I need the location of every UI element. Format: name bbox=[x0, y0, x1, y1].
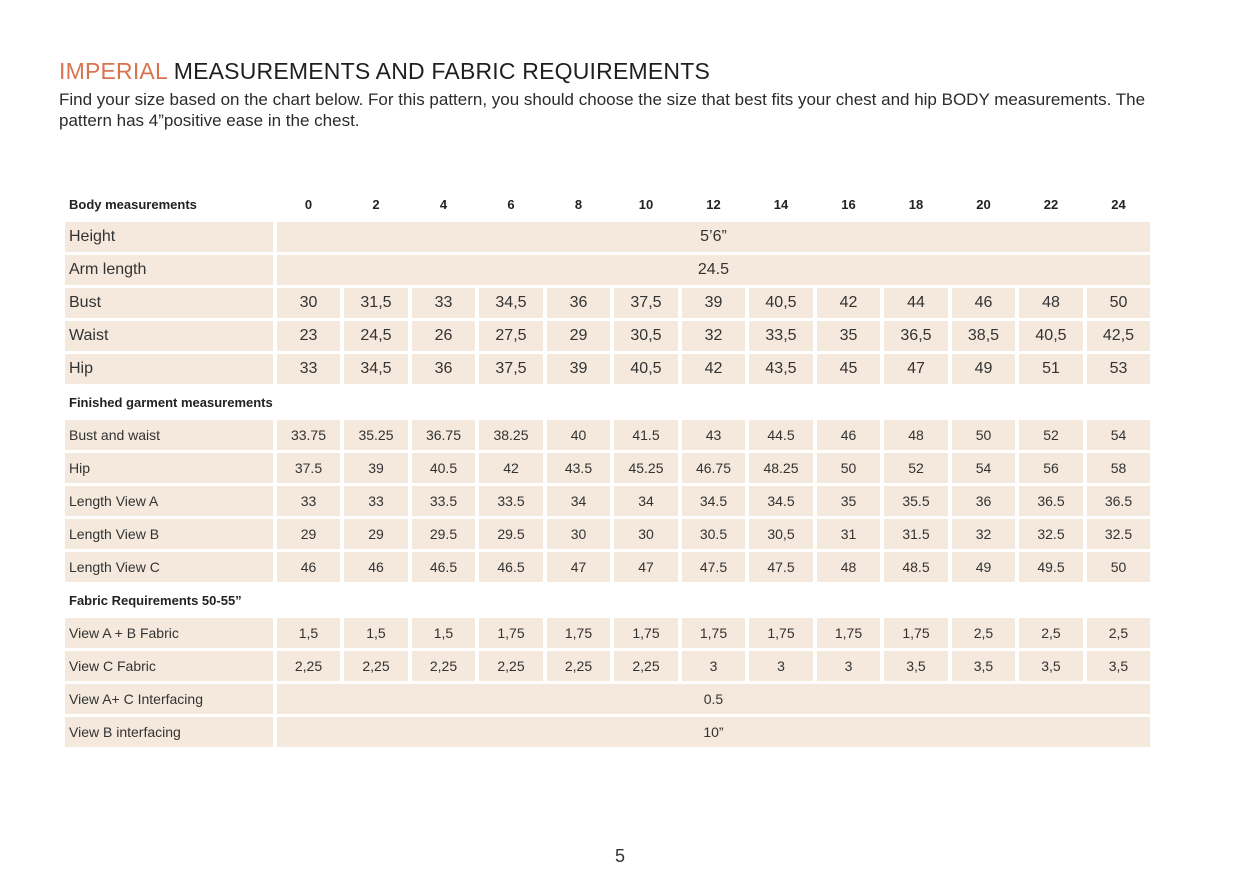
measurement-value: 43,5 bbox=[749, 354, 813, 384]
table-row bbox=[65, 552, 1150, 582]
measurement-value: 1,75 bbox=[479, 618, 543, 648]
size-chart-table bbox=[61, 186, 1154, 750]
measurement-value: 33 bbox=[277, 354, 341, 384]
measurement-value: 56 bbox=[1019, 453, 1083, 483]
measurement-value: 46 bbox=[817, 420, 881, 450]
size-header: 22 bbox=[1043, 196, 1059, 212]
measurement-value: 54 bbox=[1087, 420, 1151, 450]
measurement-value: 48.25 bbox=[749, 453, 813, 483]
measurement-value: 53 bbox=[1087, 354, 1151, 384]
measurement-value: 50 bbox=[817, 453, 881, 483]
measurement-value: 36 bbox=[952, 486, 1016, 516]
row-label: View A + B Fabric bbox=[65, 618, 273, 648]
measurement-value: 30 bbox=[614, 519, 678, 549]
table-row bbox=[65, 519, 1150, 549]
measurement-value: 46 bbox=[344, 552, 408, 582]
table-row bbox=[65, 618, 1150, 648]
measurement-value: 49 bbox=[952, 354, 1016, 384]
measurement-value: 30 bbox=[277, 288, 341, 318]
header-spacer bbox=[277, 585, 1151, 615]
measurement-value: 34,5 bbox=[344, 354, 408, 384]
size-header: 24 bbox=[1111, 196, 1126, 212]
measurement-value: 46.5 bbox=[479, 552, 543, 582]
measurement-value: 33 bbox=[344, 486, 408, 516]
measurement-value: 42 bbox=[817, 288, 881, 318]
measurement-value: 38.25 bbox=[479, 420, 543, 450]
section-header-row bbox=[65, 189, 1150, 219]
measurement-value: 24,5 bbox=[344, 321, 408, 351]
measurement-value: 36.5 bbox=[1019, 486, 1083, 516]
measurement-value: 30,5 bbox=[614, 321, 678, 351]
size-header: 10 bbox=[638, 196, 654, 212]
size-header: 16 bbox=[841, 196, 856, 212]
measurement-value: 45.25 bbox=[614, 453, 678, 483]
measurement-value: 2,25 bbox=[614, 651, 678, 681]
row-label: Length View C bbox=[65, 552, 273, 582]
measurement-value: 1,75 bbox=[884, 618, 948, 648]
measurement-value: 2,5 bbox=[1019, 618, 1083, 648]
size-header: 12 bbox=[706, 196, 721, 212]
measurement-value: 40 bbox=[547, 420, 611, 450]
measurement-value: 42 bbox=[682, 354, 746, 384]
measurement-value: 1,75 bbox=[817, 618, 881, 648]
measurement-value: 29.5 bbox=[412, 519, 476, 549]
spanning-value: 24.5 bbox=[277, 255, 1151, 285]
table-row bbox=[65, 321, 1150, 351]
measurement-value: 40,5 bbox=[614, 354, 678, 384]
measurement-value: 46 bbox=[277, 552, 341, 582]
table-row bbox=[65, 420, 1150, 450]
size-header: 14 bbox=[773, 196, 789, 212]
measurement-value: 39 bbox=[682, 288, 746, 318]
measurement-value: 34 bbox=[547, 486, 611, 516]
measurement-value: 50 bbox=[1087, 552, 1151, 582]
measurement-value: 29 bbox=[277, 519, 341, 549]
row-label: View A+ C Interfacing bbox=[65, 684, 273, 714]
measurement-value: 2,25 bbox=[412, 651, 476, 681]
measurement-value: 23 bbox=[277, 321, 341, 351]
measurement-value: 36 bbox=[412, 354, 476, 384]
spanning-value: 5’6” bbox=[277, 222, 1151, 252]
measurement-value: 58 bbox=[1087, 453, 1151, 483]
measurement-value: 48.5 bbox=[884, 552, 948, 582]
measurement-value: 48 bbox=[884, 420, 948, 450]
measurement-value: 1,5 bbox=[412, 618, 476, 648]
measurement-value: 29.5 bbox=[479, 519, 543, 549]
measurement-value: 46.5 bbox=[412, 552, 476, 582]
measurement-value: 3 bbox=[817, 651, 881, 681]
measurement-value: 3,5 bbox=[884, 651, 948, 681]
row-label: View B interfacing bbox=[65, 717, 273, 747]
measurement-value: 26 bbox=[412, 321, 476, 351]
measurement-value: 43.5 bbox=[547, 453, 611, 483]
measurement-value: 33,5 bbox=[749, 321, 813, 351]
measurement-value: 48 bbox=[817, 552, 881, 582]
measurement-value: 3 bbox=[682, 651, 746, 681]
row-label: Length View A bbox=[65, 486, 273, 516]
page-title bbox=[59, 58, 710, 85]
row-label: Waist bbox=[65, 321, 273, 351]
measurement-value: 33 bbox=[412, 288, 476, 318]
measurement-value: 33.75 bbox=[277, 420, 341, 450]
measurement-value: 39 bbox=[344, 453, 408, 483]
row-label: Arm length bbox=[65, 255, 273, 285]
table-row bbox=[65, 453, 1150, 483]
measurement-value: 2,25 bbox=[479, 651, 543, 681]
measurement-value: 3 bbox=[749, 651, 813, 681]
measurement-value: 36.75 bbox=[412, 420, 476, 450]
measurement-value: 51 bbox=[1019, 354, 1083, 384]
measurement-value: 39 bbox=[547, 354, 611, 384]
measurement-value: 37.5 bbox=[277, 453, 341, 483]
measurement-value: 46 bbox=[952, 288, 1016, 318]
measurement-value: 34,5 bbox=[479, 288, 543, 318]
measurement-value: 36.5 bbox=[1087, 486, 1151, 516]
measurement-value: 29 bbox=[547, 321, 611, 351]
size-header: 8 bbox=[574, 196, 583, 212]
measurement-value: 2,25 bbox=[277, 651, 341, 681]
measurement-value: 47 bbox=[547, 552, 611, 582]
measurement-value: 52 bbox=[1019, 420, 1083, 450]
measurement-value: 35.25 bbox=[344, 420, 408, 450]
measurement-value: 36,5 bbox=[884, 321, 948, 351]
table-row bbox=[65, 354, 1150, 384]
measurement-value: 1,75 bbox=[682, 618, 746, 648]
measurement-value: 33.5 bbox=[479, 486, 543, 516]
table-row bbox=[65, 222, 1150, 252]
measurement-value: 33.5 bbox=[412, 486, 476, 516]
size-header: 4 bbox=[439, 196, 448, 212]
measurement-value: 33 bbox=[277, 486, 341, 516]
section-header-row bbox=[65, 387, 1150, 417]
measurement-value: 31,5 bbox=[344, 288, 408, 318]
row-label: Hip bbox=[65, 453, 273, 483]
measurement-value: 32 bbox=[952, 519, 1016, 549]
measurement-value: 30,5 bbox=[749, 519, 813, 549]
measurement-value: 27,5 bbox=[479, 321, 543, 351]
table-row bbox=[65, 288, 1150, 318]
measurement-value: 37,5 bbox=[479, 354, 543, 384]
measurement-value: 35 bbox=[817, 486, 881, 516]
measurement-value: 47 bbox=[614, 552, 678, 582]
measurement-value: 44.5 bbox=[749, 420, 813, 450]
measurement-value: 29 bbox=[344, 519, 408, 549]
row-label: Hip bbox=[65, 354, 273, 384]
measurement-value: 34.5 bbox=[682, 486, 746, 516]
measurement-value: 31 bbox=[817, 519, 881, 549]
table-row bbox=[65, 684, 1150, 714]
measurement-value: 1,75 bbox=[749, 618, 813, 648]
size-header: 2 bbox=[372, 196, 380, 212]
section-heading: Body measurements bbox=[69, 196, 197, 212]
row-label: Bust bbox=[65, 288, 273, 318]
measurement-value: 2,25 bbox=[547, 651, 611, 681]
size-header: 6 bbox=[507, 196, 515, 212]
spanning-value: 10” bbox=[277, 717, 1151, 747]
measurement-value: 43 bbox=[682, 420, 746, 450]
measurement-value: 30.5 bbox=[682, 519, 746, 549]
section-heading: Finished garment measurements bbox=[69, 394, 273, 410]
measurement-value: 47.5 bbox=[682, 552, 746, 582]
measurement-value: 37,5 bbox=[614, 288, 678, 318]
measurement-value: 40,5 bbox=[1019, 321, 1083, 351]
measurement-value: 38,5 bbox=[952, 321, 1016, 351]
section-heading: Fabric Requirements 50-55” bbox=[69, 592, 242, 608]
size-header: 18 bbox=[908, 196, 924, 212]
measurement-value: 2,25 bbox=[344, 651, 408, 681]
measurement-value: 1,75 bbox=[614, 618, 678, 648]
measurement-value: 34.5 bbox=[749, 486, 813, 516]
spanning-value: 0.5 bbox=[277, 684, 1151, 714]
measurement-value: 1,75 bbox=[547, 618, 611, 648]
measurement-value: 50 bbox=[1087, 288, 1151, 318]
table-row bbox=[65, 717, 1150, 747]
row-label: View C Fabric bbox=[65, 651, 273, 681]
measurement-value: 47.5 bbox=[749, 552, 813, 582]
measurement-value: 48 bbox=[1019, 288, 1083, 318]
measurement-value: 42 bbox=[479, 453, 543, 483]
measurement-value: 32.5 bbox=[1019, 519, 1083, 549]
measurement-value: 31.5 bbox=[884, 519, 948, 549]
measurement-value: 40.5 bbox=[412, 453, 476, 483]
measurement-value: 44 bbox=[884, 288, 948, 318]
measurement-value: 36 bbox=[547, 288, 611, 318]
measurement-value: 34 bbox=[614, 486, 678, 516]
header-spacer bbox=[277, 387, 1151, 417]
measurement-value: 35.5 bbox=[884, 486, 948, 516]
measurement-value: 3,5 bbox=[1087, 651, 1151, 681]
section-header-row bbox=[65, 585, 1150, 615]
measurement-value: 41.5 bbox=[614, 420, 678, 450]
measurement-value: 32.5 bbox=[1087, 519, 1151, 549]
measurement-value: 45 bbox=[817, 354, 881, 384]
row-label: Length View B bbox=[65, 519, 273, 549]
measurement-value: 1,5 bbox=[344, 618, 408, 648]
measurement-value: 40,5 bbox=[749, 288, 813, 318]
table-row bbox=[65, 651, 1150, 681]
measurement-value: 50 bbox=[952, 420, 1016, 450]
intro-paragraph: Find your size based on the chart below. For this pattern, you should choose the size that best fits your chest and hip BODY measurements. The pattern has 4”positive ease in the chest. bbox=[59, 90, 1146, 130]
measurement-value: 1,5 bbox=[277, 618, 341, 648]
measurement-value: 42,5 bbox=[1087, 321, 1151, 351]
table-row bbox=[65, 486, 1150, 516]
measurement-value: 2,5 bbox=[1087, 618, 1151, 648]
measurement-value: 49 bbox=[952, 552, 1016, 582]
title-accent: IMPERIAL bbox=[59, 58, 168, 84]
measurement-value: 35 bbox=[817, 321, 881, 351]
measurement-value: 52 bbox=[884, 453, 948, 483]
measurement-value: 2,5 bbox=[952, 618, 1016, 648]
page-number: 5 bbox=[614, 846, 625, 866]
size-header: 20 bbox=[976, 196, 991, 212]
measurement-value: 32 bbox=[682, 321, 746, 351]
measurement-value: 3,5 bbox=[952, 651, 1016, 681]
size-header: 0 bbox=[304, 196, 313, 212]
row-label: Height bbox=[65, 222, 273, 252]
measurement-value: 46.75 bbox=[682, 453, 746, 483]
row-label: Bust and waist bbox=[65, 420, 273, 450]
measurement-value: 3,5 bbox=[1019, 651, 1083, 681]
measurement-value: 54 bbox=[952, 453, 1016, 483]
title-rest: MEASUREMENTS AND FABRIC REQUIREMENTS bbox=[167, 58, 710, 84]
measurement-value: 49.5 bbox=[1019, 552, 1083, 582]
measurement-value: 47 bbox=[884, 354, 948, 384]
measurement-value: 30 bbox=[547, 519, 611, 549]
table-row bbox=[65, 255, 1150, 285]
